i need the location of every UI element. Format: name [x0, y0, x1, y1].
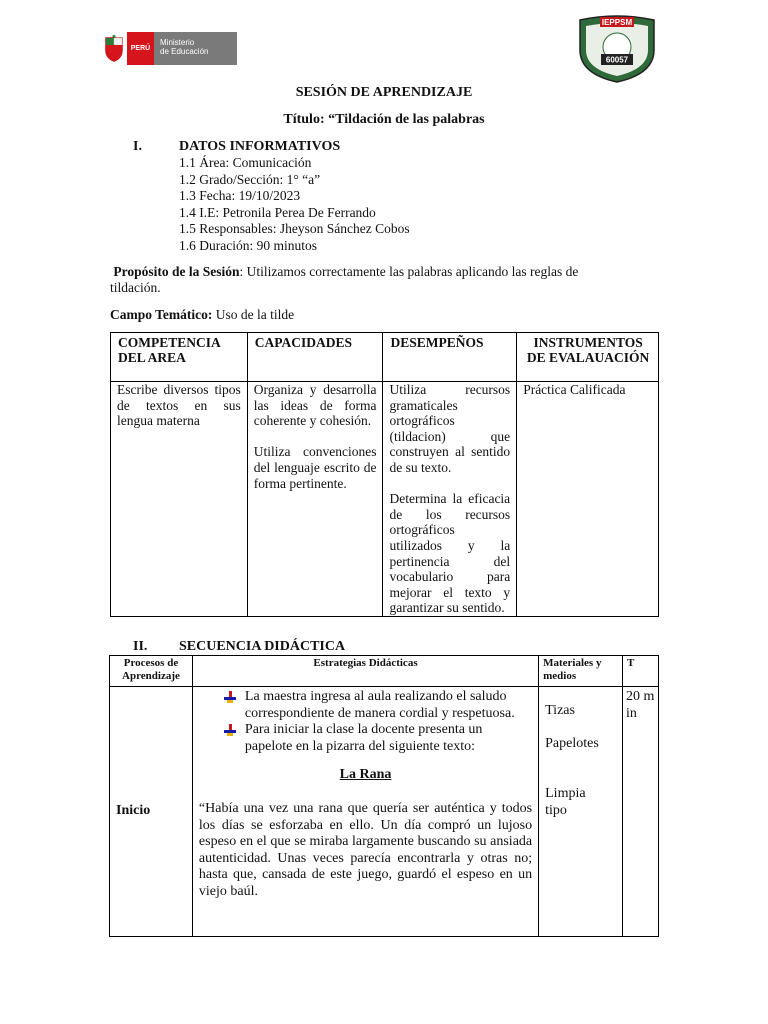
- cell-materiales: Tizas Papelotes Limpia tipo: [539, 687, 623, 937]
- header-estrategias: Estrategias Didácticas: [192, 656, 538, 687]
- info-area: 1.1 Área: Comunicación: [179, 155, 312, 170]
- coat-of-arms-icon: [100, 32, 127, 65]
- svg-text:60057: 60057: [605, 55, 629, 65]
- cell-capacidades: Organiza y desarrolla las ideas de forma coherente y cohesión. Utiliza convenciones del lenguaje escrito de forma pertinente.: [247, 382, 383, 617]
- school-crest-logo: [574, 14, 660, 84]
- header-competencia: COMPETENCIA DEL AREA: [111, 333, 248, 382]
- story-title: La Rana: [339, 767, 392, 783]
- header-instrumentos: INSTRUMENTOS DE EVALAUACIÓN: [517, 333, 659, 382]
- list-item: La maestra ingresa al aula realizando el saludo correspondiente de manera cordial y respetuosa.: [193, 689, 538, 722]
- cell-estrategias: [192, 687, 538, 937]
- info-grado: 1.2 Grado/Sección: 1° “a”: [179, 171, 321, 187]
- cell-tiempo: 20 min: [623, 687, 659, 937]
- section-secuencia-didactica: II. SECUENCIA DIDÁCTICA: [133, 639, 346, 654]
- info-ie: 1.4 I.E: Petronila Perea De Ferrando: [179, 204, 376, 220]
- ministry-label: Ministerio de Educación: [154, 32, 237, 65]
- minedu-logo: [100, 32, 237, 65]
- info-responsables: 1.5 Responsables: Jheyson Sánchez Cobos: [179, 221, 410, 237]
- bullet-arrow-icon: [224, 691, 236, 703]
- cell-instrumento: Práctica Calificada: [517, 382, 659, 617]
- header-materiales: Materiales y medios: [539, 656, 623, 687]
- header-procesos: Procesos de Aprendizaje: [110, 656, 193, 687]
- info-list: [179, 155, 410, 255]
- story-text: “Había una vez una rana que quería ser auténtica y todos los días se esforzaba en ello. Un día compró un lujoso espeso en el que se miraba largamente buscando su ansiada autenticidad. Unas veces parecía encontrarla y otras no; hasta que, cansada de este juego, guardó el espeso en un viejo baúl.: [198, 800, 533, 899]
- cell-proceso-inicio: Inicio: [110, 687, 193, 937]
- session-title: Título: “Tildación de las palabras: [283, 112, 485, 127]
- svg-text:IEPPSM: IEPPSM: [601, 18, 633, 27]
- header-desempenos: DESEMPEÑOS: [383, 333, 517, 382]
- peru-label: PERÚ: [127, 32, 154, 65]
- section-datos-informativos: I. DATOS INFORMATIVOS: [133, 139, 341, 154]
- cell-competencia: Escribe diversos tipos de textos en sus lengua materna: [111, 382, 248, 617]
- info-duracion: 1.6 Duración: 90 minutos: [179, 237, 317, 253]
- cell-desempenos: Utiliza recursos gramaticales ortográficos (tildacion) que construyen al sentido de su texto. Determina la eficacia de los recursos ortográficos utilizados y la pertinencia del vocabulario para mejorar el texto y garantizar su sentido.: [383, 382, 517, 617]
- header-capacidades: CAPACIDADES: [247, 333, 383, 382]
- competencias-table: [110, 332, 659, 617]
- info-fecha: 1.3 Fecha: 19/10/2023: [179, 188, 301, 204]
- secuencia-table: [109, 655, 659, 937]
- campo-tematico: Campo Temático: Uso de la tilde: [110, 307, 295, 322]
- page-title: SESIÓN DE APRENDIZAJE: [295, 85, 473, 100]
- bullet-arrow-icon: [224, 724, 236, 736]
- purpose-paragraph: Propósito de la Sesión: Utilizamos correctamente las palabras aplicando las reglas de tildación.: [110, 264, 579, 295]
- header-tiempo: T: [623, 656, 659, 687]
- list-item: Para iniciar la clase la docente presenta un papelote en la pizarra del siguiente texto:: [193, 722, 538, 755]
